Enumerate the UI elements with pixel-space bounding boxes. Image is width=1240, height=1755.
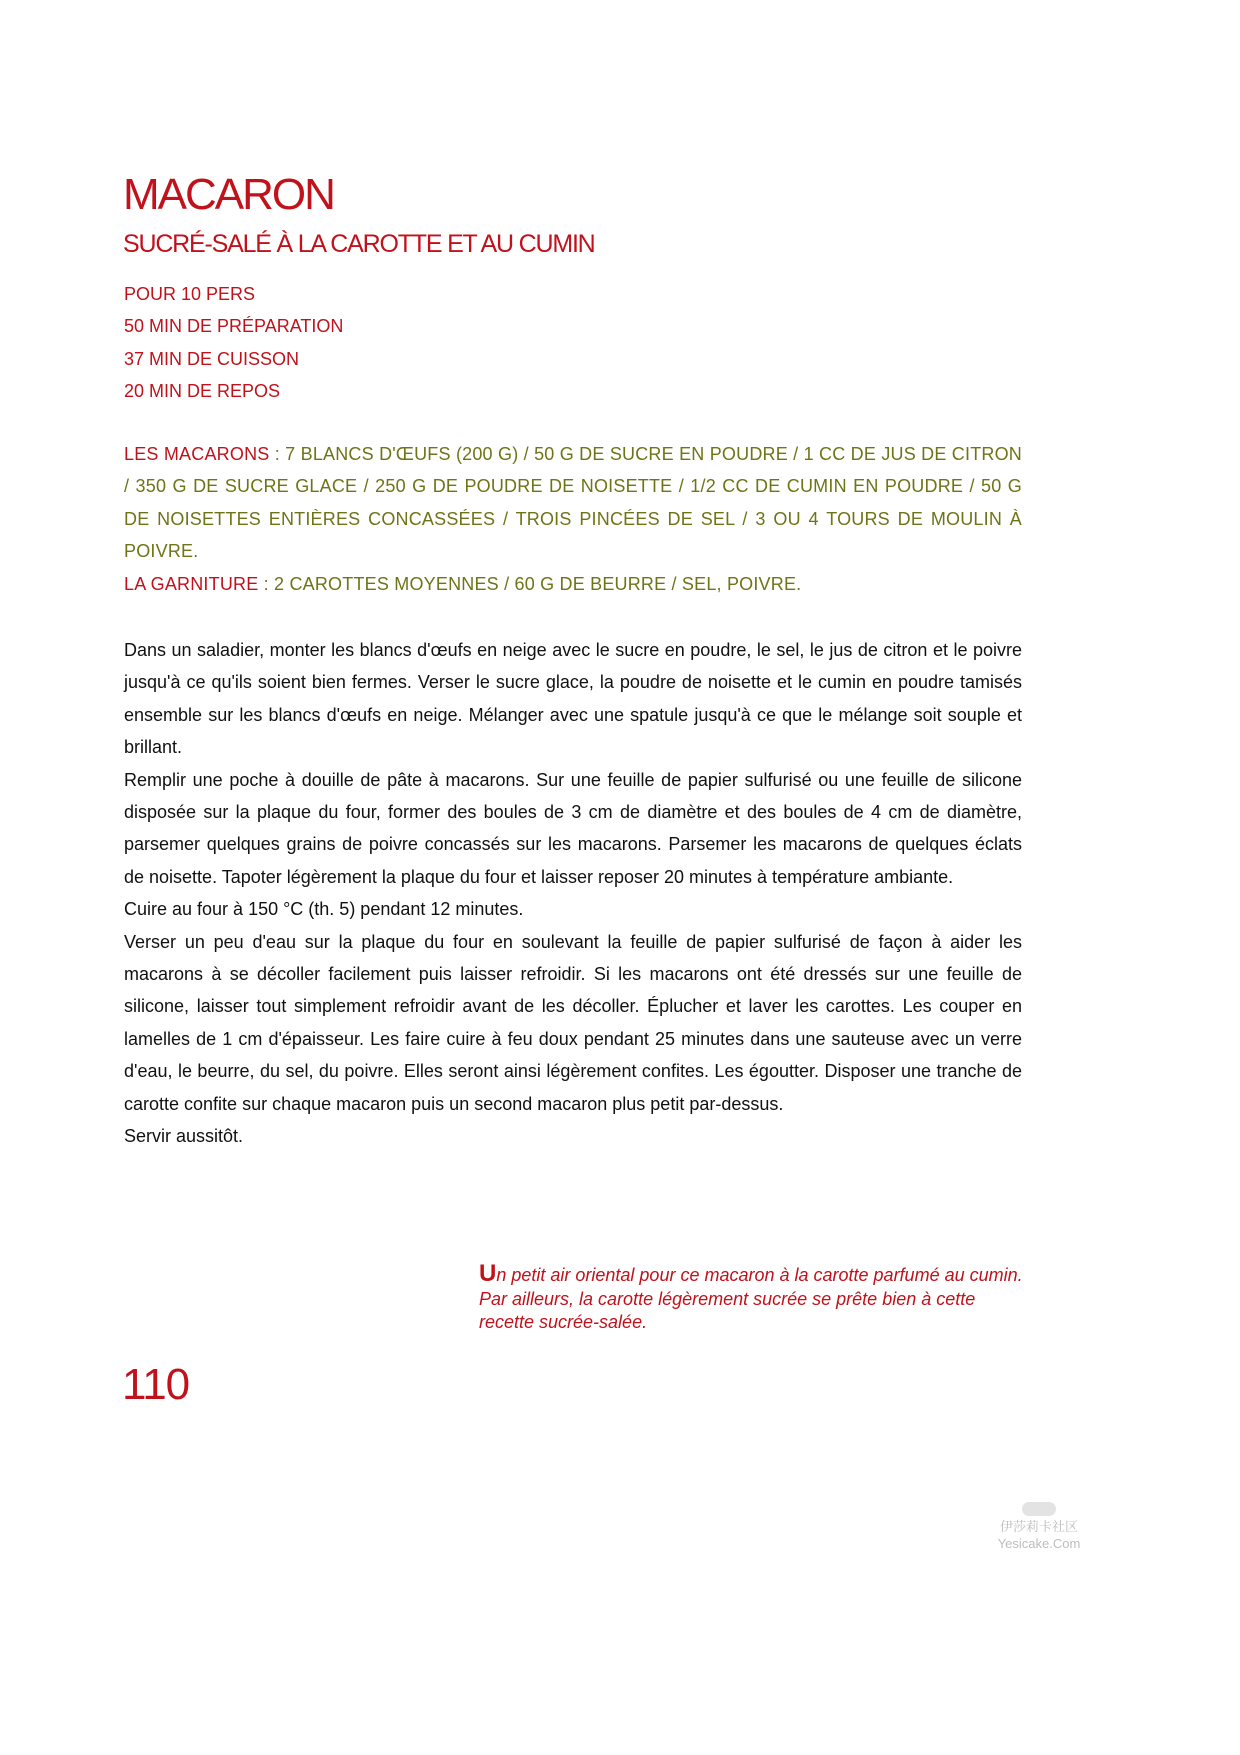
recipe-subtitle: SUCRÉ-SALÉ À LA CAROTTE ET AU CUMIN <box>123 230 595 258</box>
recipe-title: MACARON <box>123 170 334 219</box>
watermark-line1: 伊莎莉卡社区 <box>999 1519 1078 1534</box>
servings: POUR 10 PERS <box>124 284 256 304</box>
watermark-line2: Yesicake.Com <box>997 1536 1081 1551</box>
note-text: n petit air oriental pour ce macaron à la carotte parfumé au cumin. Par ailleurs, la carotte légèrement sucrée se prête bien à cette recette sucrée-salée. <box>479 1265 1023 1332</box>
ingredients-block <box>124 438 1022 600</box>
recipe-meta-list <box>124 278 343 408</box>
method-block <box>124 634 1022 1153</box>
prep-time: 50 MIN DE PRÉPARATION <box>124 316 344 337</box>
method-step: Remplir une poche à douille de pâte à macarons. Sur une feuille de papier sulfurisé ou une feuille de silicone disposée sur la plaque du four, former des boules de 3 cm de diamètre et des boules de 4 cm de diamètre, parsemer quelques grains de poivre concassés sur les macarons. Parsemer les macarons de quelques éclats de noisette. Tapoter légèrement la plaque du four et laisser reposer 20 minutes à température ambiante. <box>124 769 1022 887</box>
ingredients-garniture-label: LA GARNITURE <box>124 573 259 594</box>
method-step: Verser un peu d'eau sur la plaque du four en soulevant la feuille de papier sulfurisé de façon à aider les macarons à se décoller facilement puis laisser refroidir. Si les macarons ont été dressés sur une feuille de silicone, laisser tout simplement refroidir avant de les décoller. Éplucher et laver les carottes. Les couper en lamelles de 1 cm d'épaisseur. Les faire cuire à feu doux pendant 25 minutes dans une sauteuse avec un verre d'eau, le beurre, du sel, du poivre. Elles seront ainsi légèrement confites. Les égoutter. Disposer une tranche de carotte confite sur chaque macaron puis un second macaron plus petit par-dessus. <box>124 931 1022 1114</box>
note-dropcap: U <box>479 1260 497 1287</box>
method-step: Cuire au four à 150 °C (th. 5) pendant 12 minutes. <box>124 899 524 920</box>
page-number: 110 <box>122 1360 190 1409</box>
rest-time: 20 MIN DE REPOS <box>124 381 281 402</box>
watermark <box>984 1502 1094 1551</box>
ingredients-garniture-text: : 2 CAROTTES MOYENNES / 60 G DE BEURRE / SEL, POIVRE. <box>258 573 802 594</box>
ingredients-macarons <box>124 438 1022 568</box>
chef-note <box>479 1262 1024 1335</box>
method-step: Servir aussitôt. <box>124 1126 244 1147</box>
ingredients-macarons-label: LES MACARONS <box>124 444 270 464</box>
ingredients-macarons-text: : 7 BLANCS D'ŒUFS (200 G) / 50 G DE SUCRE EN POUDRE / 1 CC DE JUS DE CITRON / 350 G DE SUCRE GLACE / 250 G DE POUDRE DE NOISETTE / 1/2 CC DE CUMIN EN POUDRE / 50 G DE NOISETTES ENTIÈRES CONCASSÉES / TROIS PINCÉES DE SEL / 3 OU 4 TOURS DE MOULIN À POIVRE. <box>124 444 1022 562</box>
watermark-logo-icon <box>1022 1502 1056 1516</box>
ingredients-garniture <box>124 568 1022 600</box>
cook-time: 37 MIN DE CUISSON <box>124 348 300 369</box>
method-step: Dans un saladier, monter les blancs d'œufs en neige avec le sucre en poudre, le sel, le jus de citron et le poivre jusqu'à ce qu'ils soient bien fermes. Verser le sucre glace, la poudre de noisette et le cumin en poudre tamisés ensemble sur les blancs d'œufs en neige. Mélanger avec une spatule jusqu'à ce que le mélange soit souple et brillant. <box>124 640 1022 758</box>
